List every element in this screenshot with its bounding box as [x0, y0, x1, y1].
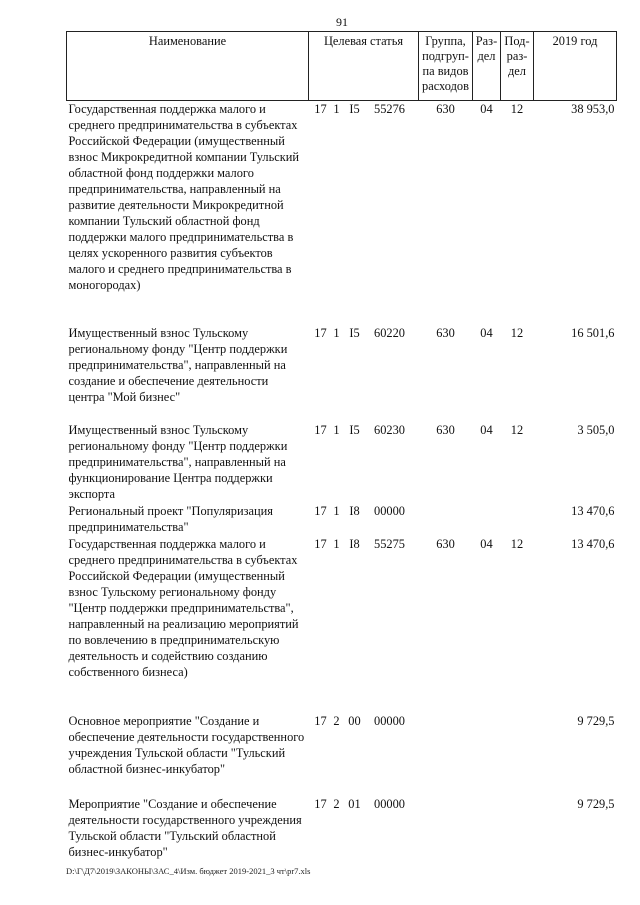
row-amount: 38 953,0 [571, 102, 615, 116]
row-group: 630 [436, 422, 455, 437]
row-name: Имущественный взнос Тульскому региональному фонду "Центр поддержки предпринимательства", направленный на функционирование Центра поддержки экспорта [68, 422, 288, 501]
header-year: 2019 год [534, 32, 617, 101]
row-name: Основное мероприятие "Создание и обеспечение деятельности государственного учреждения Тульской области "Тульский областной бизнес-инкубатор" [68, 713, 305, 776]
row-section: 04 [480, 422, 493, 437]
table-row [67, 325, 617, 422]
row-group [419, 503, 473, 536]
table-row [67, 422, 617, 503]
row-amount: 16 501,6 [571, 325, 615, 340]
row-amount: 9 729,5 [577, 796, 615, 811]
row-section [473, 796, 501, 862]
budget-table [66, 31, 617, 862]
target-code: 17 1 I5 60230 [314, 422, 405, 437]
table-row [67, 101, 617, 325]
row-group: 630 [436, 325, 455, 340]
header-name: Наименование [67, 32, 309, 101]
row-section [473, 713, 501, 796]
row-subsection: 12 [510, 325, 524, 340]
page-number: 91 [336, 15, 348, 29]
file-path-footer: D:\Г\Д7\2019\ЗАКОНЫ\ЗАС_4\Изм. бюджет 2019-2021_3 чт\pr7.xls [66, 866, 311, 876]
target-code: 17 2 00 00000 [314, 713, 405, 728]
header-section: Раз-дел [473, 32, 501, 101]
row-group [419, 796, 473, 862]
row-subsection [501, 713, 534, 796]
target-code: 17 1 I8 00000 [314, 503, 405, 518]
header-target: Целевая статья [309, 32, 419, 101]
row-name: Мероприятие "Создание и обеспечение деятельности государственного учреждения Тульской области "Тульский областной бизнес-инкубатор" [68, 796, 302, 859]
row-group [419, 713, 473, 796]
header-group: Группа, подгруп-па видов расходов [419, 32, 473, 101]
row-subsection [501, 796, 534, 862]
row-amount: 9 729,5 [577, 713, 615, 728]
header-subsection: Под-раз-дел [501, 32, 534, 101]
row-group: 630 [436, 102, 455, 116]
row-section [473, 503, 501, 536]
row-amount: 3 505,0 [577, 422, 615, 437]
row-subsection: 12 [510, 422, 524, 437]
row-name: Государственная поддержка малого и среднего предпринимательства в субъектах Российской Федерации (имущественный взнос Тульскому региональному фонду "Центр поддержки предпринимательства", направленный на реализацию мероприятий по вовлечению в предпринимательскую деятельность и содействию созданию собственного бизнеса) [68, 536, 299, 679]
target-code: 17 1 I5 60220 [314, 325, 405, 340]
table-header-row [67, 32, 617, 101]
row-subsection: 12 [510, 102, 524, 116]
target-code: 17 1 I5 55276 [314, 102, 405, 116]
table-row [67, 536, 617, 713]
row-subsection: 12 [510, 536, 524, 551]
row-name: Государственная поддержка малого и среднего предпринимательства в субъектах Российской Федерации (имущественный взнос Микрокредитной компании Тульский областной фонд поддержки малого предпринимательства, направленный на развитие деятельности Микрокредитной компании Тульский областной фонд поддержки малого предпринимательства в целях ускоренного развития субъектов малого и среднего предпринимательства в моногородах) [68, 102, 300, 292]
row-section: 04 [480, 325, 493, 340]
row-amount: 13 470,6 [571, 503, 615, 518]
table-row [67, 796, 617, 862]
target-code: 17 2 01 00000 [314, 796, 405, 811]
table-row [67, 713, 617, 796]
row-name: Региональный проект "Популяризация предпринимательства" [68, 503, 273, 534]
target-code: 17 1 I8 55275 [314, 536, 405, 551]
row-amount: 13 470,6 [571, 536, 615, 551]
row-section: 04 [480, 536, 493, 551]
table-row [67, 503, 617, 536]
row-section: 04 [480, 102, 493, 116]
row-group: 630 [436, 536, 455, 551]
row-name: Имущественный взнос Тульскому региональному фонду "Центр поддержки предпринимательства", направленный на создание и обеспечение деятельности центра "Мой бизнес" [68, 325, 288, 404]
row-subsection [501, 503, 534, 536]
